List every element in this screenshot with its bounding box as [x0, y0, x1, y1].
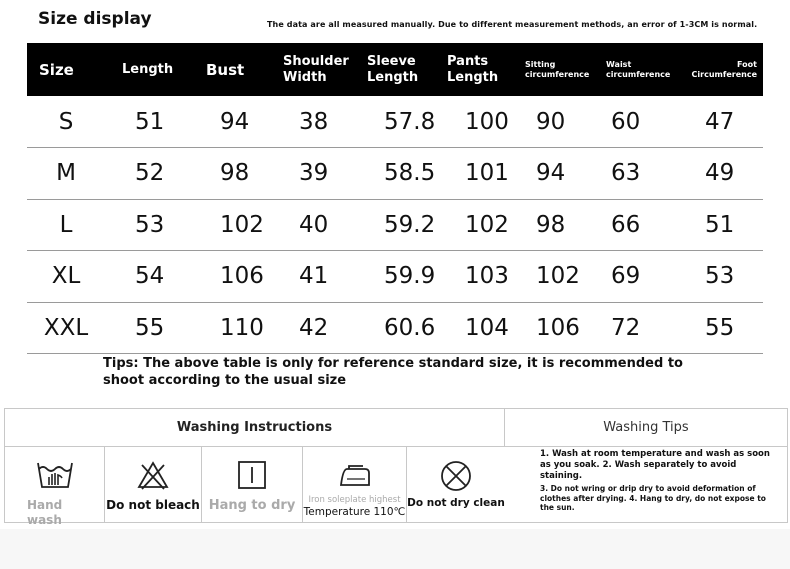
header-foot-circumference: Foot Circumference: [691, 59, 757, 79]
table-row: [27, 199, 763, 251]
tips-text: Tips: The above table is only for reference standard size, it is recommended to shoot according to the usual size: [103, 356, 683, 388]
washing-panel: [4, 408, 788, 527]
measurement-cell: 101: [430, 148, 509, 200]
measurement-cell: 94: [509, 148, 590, 200]
measurement-cell: 58.5: [350, 148, 430, 200]
hand-wash-label: Hand wash: [27, 498, 63, 527]
measurement-cell: 102: [188, 199, 266, 251]
measurement-cell: 59.2: [350, 199, 430, 251]
measurement-cell: 39: [266, 148, 350, 200]
measurement-cell: 51: [105, 96, 188, 148]
washing-instructions-title: Washing Instructions: [5, 409, 505, 447]
size-label-cell: L: [27, 199, 105, 251]
measurement-cell: 90: [509, 96, 590, 148]
do-not-dry-clean-label: Do not dry clean: [407, 497, 505, 509]
measurement-cell: 69: [590, 251, 674, 303]
size-table: [27, 43, 763, 354]
iron-icon: [335, 459, 375, 491]
measurement-cell: 54: [105, 251, 188, 303]
iron-label: Temperature 110℃: [303, 506, 406, 518]
bottom-strip: [0, 529, 790, 569]
measurement-cell: 60: [590, 96, 674, 148]
measurement-cell: 51: [674, 199, 763, 251]
measurement-cell: 63: [590, 148, 674, 200]
measurement-cell: 98: [509, 199, 590, 251]
table-row: [27, 148, 763, 200]
do-not-bleach-icon: [135, 459, 171, 491]
measurement-cell: 94: [188, 96, 266, 148]
iron-label-top: Iron soleplate highest: [308, 495, 401, 505]
header-pants-length: Pants Length: [447, 53, 499, 85]
page-title: Size display: [38, 9, 152, 29]
header-waist-circumference: Waist circumference: [606, 59, 671, 79]
hang-to-dry-label: Hang to dry: [208, 498, 296, 513]
measurement-cell: 53: [674, 251, 763, 303]
hand-wash-icon: [35, 459, 75, 491]
table-row: [27, 251, 763, 303]
washing-icons-row: [5, 447, 505, 527]
table-row: [27, 96, 763, 148]
measurement-cell: 60.6: [350, 302, 430, 354]
measurement-cell: 42: [266, 302, 350, 354]
header-length: Length: [122, 61, 174, 77]
header-sitting-circumference: Sitting circumference: [525, 59, 590, 79]
measurement-cell: 40: [266, 199, 350, 251]
measurement-cell: 53: [105, 199, 188, 251]
measurement-cell: 55: [674, 302, 763, 354]
size-label-cell: XL: [27, 251, 105, 303]
size-label-cell: M: [27, 148, 105, 200]
do-not-dry-clean-cell: [407, 447, 505, 522]
measurement-cell: 52: [105, 148, 188, 200]
measurement-cell: 98: [188, 148, 266, 200]
washing-tip-1: 1. Wash at room temperature and wash as soon as you soak. 2. Wash separately to avoid staining.: [540, 449, 770, 481]
measurement-cell: 38: [266, 96, 350, 148]
measurement-cell: 59.9: [350, 251, 430, 303]
hang-to-dry-icon: [236, 459, 268, 491]
do-not-bleach-cell: [105, 447, 202, 522]
measurement-cell: 49: [674, 148, 763, 200]
washing-tips-title: Washing Tips: [505, 409, 787, 447]
table-row: [27, 302, 763, 354]
hang-to-dry-cell: [202, 447, 303, 522]
measurement-cell: 72: [590, 302, 674, 354]
size-label-cell: XXL: [27, 302, 105, 354]
measurement-note: The data are all measured manually. Due to different measurement methods, an error of 1-3CM is normal.: [267, 20, 758, 29]
measurement-cell: 66: [590, 199, 674, 251]
measurement-cell: 100: [430, 96, 509, 148]
measurement-cell: 57.8: [350, 96, 430, 148]
washing-tips-body: [540, 447, 776, 513]
header-size: Size: [39, 60, 74, 79]
header-sleeve-length: Sleeve Length: [367, 53, 419, 85]
hand-wash-cell: [5, 447, 105, 527]
measurement-cell: 103: [430, 251, 509, 303]
measurement-cell: 106: [188, 251, 266, 303]
measurement-cell: 47: [674, 96, 763, 148]
measurement-cell: 41: [266, 251, 350, 303]
header-shoulder-width: Shoulder Width: [283, 53, 349, 85]
table-header-row: [27, 43, 763, 96]
washing-tip-2: 3. Do not wring or drip dry to avoid deformation of clothes after drying. 4. Hang to dry, do not expose to the sun.: [540, 484, 766, 512]
header-bust: Bust: [206, 60, 245, 79]
measurement-cell: 110: [188, 302, 266, 354]
do-not-dry-clean-icon: [439, 459, 473, 493]
do-not-bleach-label: Do not bleach: [106, 498, 200, 512]
measurement-cell: 104: [430, 302, 509, 354]
measurement-cell: 102: [509, 251, 590, 303]
measurement-cell: 55: [105, 302, 188, 354]
measurement-cell: 106: [509, 302, 590, 354]
iron-cell: [303, 447, 407, 522]
size-label-cell: S: [27, 96, 105, 148]
measurement-cell: 102: [430, 199, 509, 251]
